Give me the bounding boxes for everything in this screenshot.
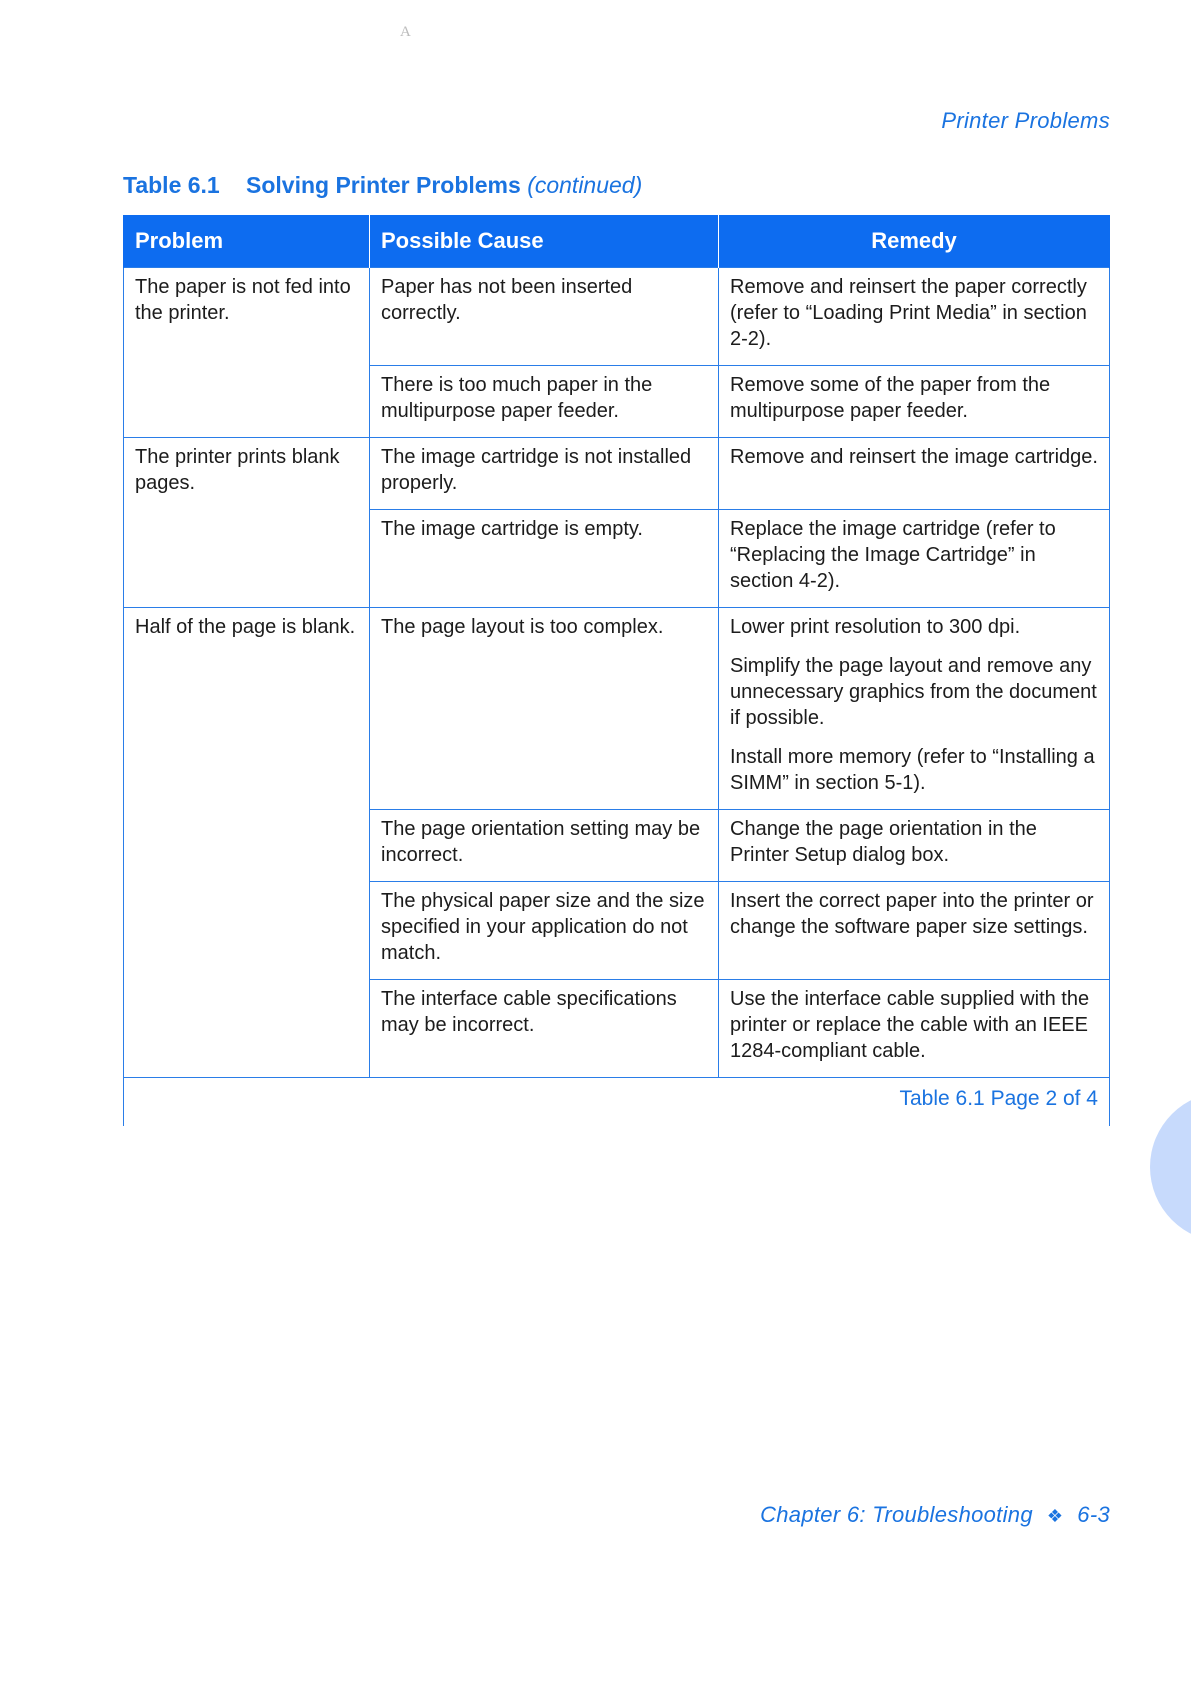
cause-text: The image cartridge is not installed properly. bbox=[381, 446, 692, 494]
table-number: Table 6.1 bbox=[123, 172, 220, 198]
page-footer bbox=[760, 1502, 1110, 1528]
remedy-text: Simplify the page layout and remove any unnecessary graphics from the document if possible. bbox=[730, 655, 1097, 729]
header-possible-cause: Possible Cause bbox=[370, 215, 719, 268]
running-head: Printer Problems bbox=[941, 108, 1110, 133]
table-continued: (continued) bbox=[527, 172, 643, 198]
cause-cell bbox=[370, 608, 719, 810]
problem-text: The paper is not fed into the printer. bbox=[135, 276, 351, 324]
cause-text: There is too much paper in the multipurpose paper feeder. bbox=[381, 374, 653, 422]
table-title bbox=[123, 172, 642, 199]
remedy-cell bbox=[719, 810, 1110, 882]
cause-text: The image cartridge is empty. bbox=[381, 518, 643, 540]
remedy-text: Remove some of the paper from the multipurpose paper feeder. bbox=[730, 374, 1051, 422]
problem-cell bbox=[124, 438, 370, 608]
remedy-cell bbox=[719, 510, 1110, 608]
problem-cell bbox=[124, 608, 370, 1078]
remedy-text: Remove and reinsert the paper correctly (refer to “Loading Print Media” in section 2-2). bbox=[730, 276, 1087, 350]
remedy-cell bbox=[719, 438, 1110, 510]
table-row bbox=[124, 438, 1110, 510]
problems-table bbox=[123, 215, 1110, 1126]
cause-cell bbox=[370, 810, 719, 882]
cause-cell bbox=[370, 366, 719, 438]
remedy-text: Change the page orientation in the Printer Setup dialog box. bbox=[730, 818, 1037, 866]
remedy-text: Insert the correct paper into the printer or change the software paper size settings. bbox=[730, 890, 1094, 938]
remedy-cell bbox=[719, 882, 1110, 980]
header-mark: A bbox=[400, 24, 411, 40]
table-footer-row bbox=[124, 1078, 1110, 1127]
problem-text: The printer prints blank pages. bbox=[135, 446, 340, 494]
cause-text: The page orientation setting may be incorrect. bbox=[381, 818, 701, 866]
cause-cell bbox=[370, 268, 719, 366]
table-title-text: Solving Printer Problems bbox=[246, 172, 521, 198]
footer-chapter: Chapter 6: Troubleshooting bbox=[760, 1502, 1033, 1527]
problem-text: Half of the page is blank. bbox=[135, 616, 356, 638]
remedy-text: Remove and reinsert the image cartridge. bbox=[730, 446, 1098, 468]
table-header-row bbox=[124, 215, 1110, 268]
remedy-text: Replace the image cartridge (refer to “Replacing the Image Cartridge” in section 4-2). bbox=[730, 518, 1056, 592]
cause-cell bbox=[370, 882, 719, 980]
cause-text: Paper has not been inserted correctly. bbox=[381, 276, 633, 324]
cause-text: The physical paper size and the size specified in your application do not match. bbox=[381, 890, 705, 964]
footer-page-number: 6-3 bbox=[1077, 1502, 1110, 1527]
chapter-side-tab bbox=[1150, 1092, 1191, 1242]
cause-text: The page layout is too complex. bbox=[381, 616, 664, 638]
table-row bbox=[124, 608, 1110, 810]
remedy-cell bbox=[719, 980, 1110, 1078]
diamond-separator-icon: ❖ bbox=[1046, 1506, 1064, 1526]
remedy-text: Install more memory (refer to “Installing a SIMM” in section 5-1). bbox=[730, 746, 1095, 794]
cause-cell bbox=[370, 980, 719, 1078]
cause-cell bbox=[370, 510, 719, 608]
table-page-indicator: Table 6.1 Page 2 of 4 bbox=[124, 1078, 1110, 1127]
remedy-cell bbox=[719, 366, 1110, 438]
cause-text: The interface cable specifications may be incorrect. bbox=[381, 988, 677, 1036]
remedy-cell bbox=[719, 268, 1110, 366]
problem-cell bbox=[124, 268, 370, 438]
remedy-cell bbox=[719, 608, 1110, 810]
table-row bbox=[124, 268, 1110, 366]
header-remedy: Remedy bbox=[719, 215, 1110, 268]
cause-cell bbox=[370, 438, 719, 510]
remedy-text: Use the interface cable supplied with the printer or replace the cable with an IEEE 1284-compliant cable. bbox=[730, 988, 1090, 1062]
header-problem: Problem bbox=[124, 215, 370, 268]
remedy-text: Lower print resolution to 300 dpi. bbox=[730, 616, 1021, 638]
